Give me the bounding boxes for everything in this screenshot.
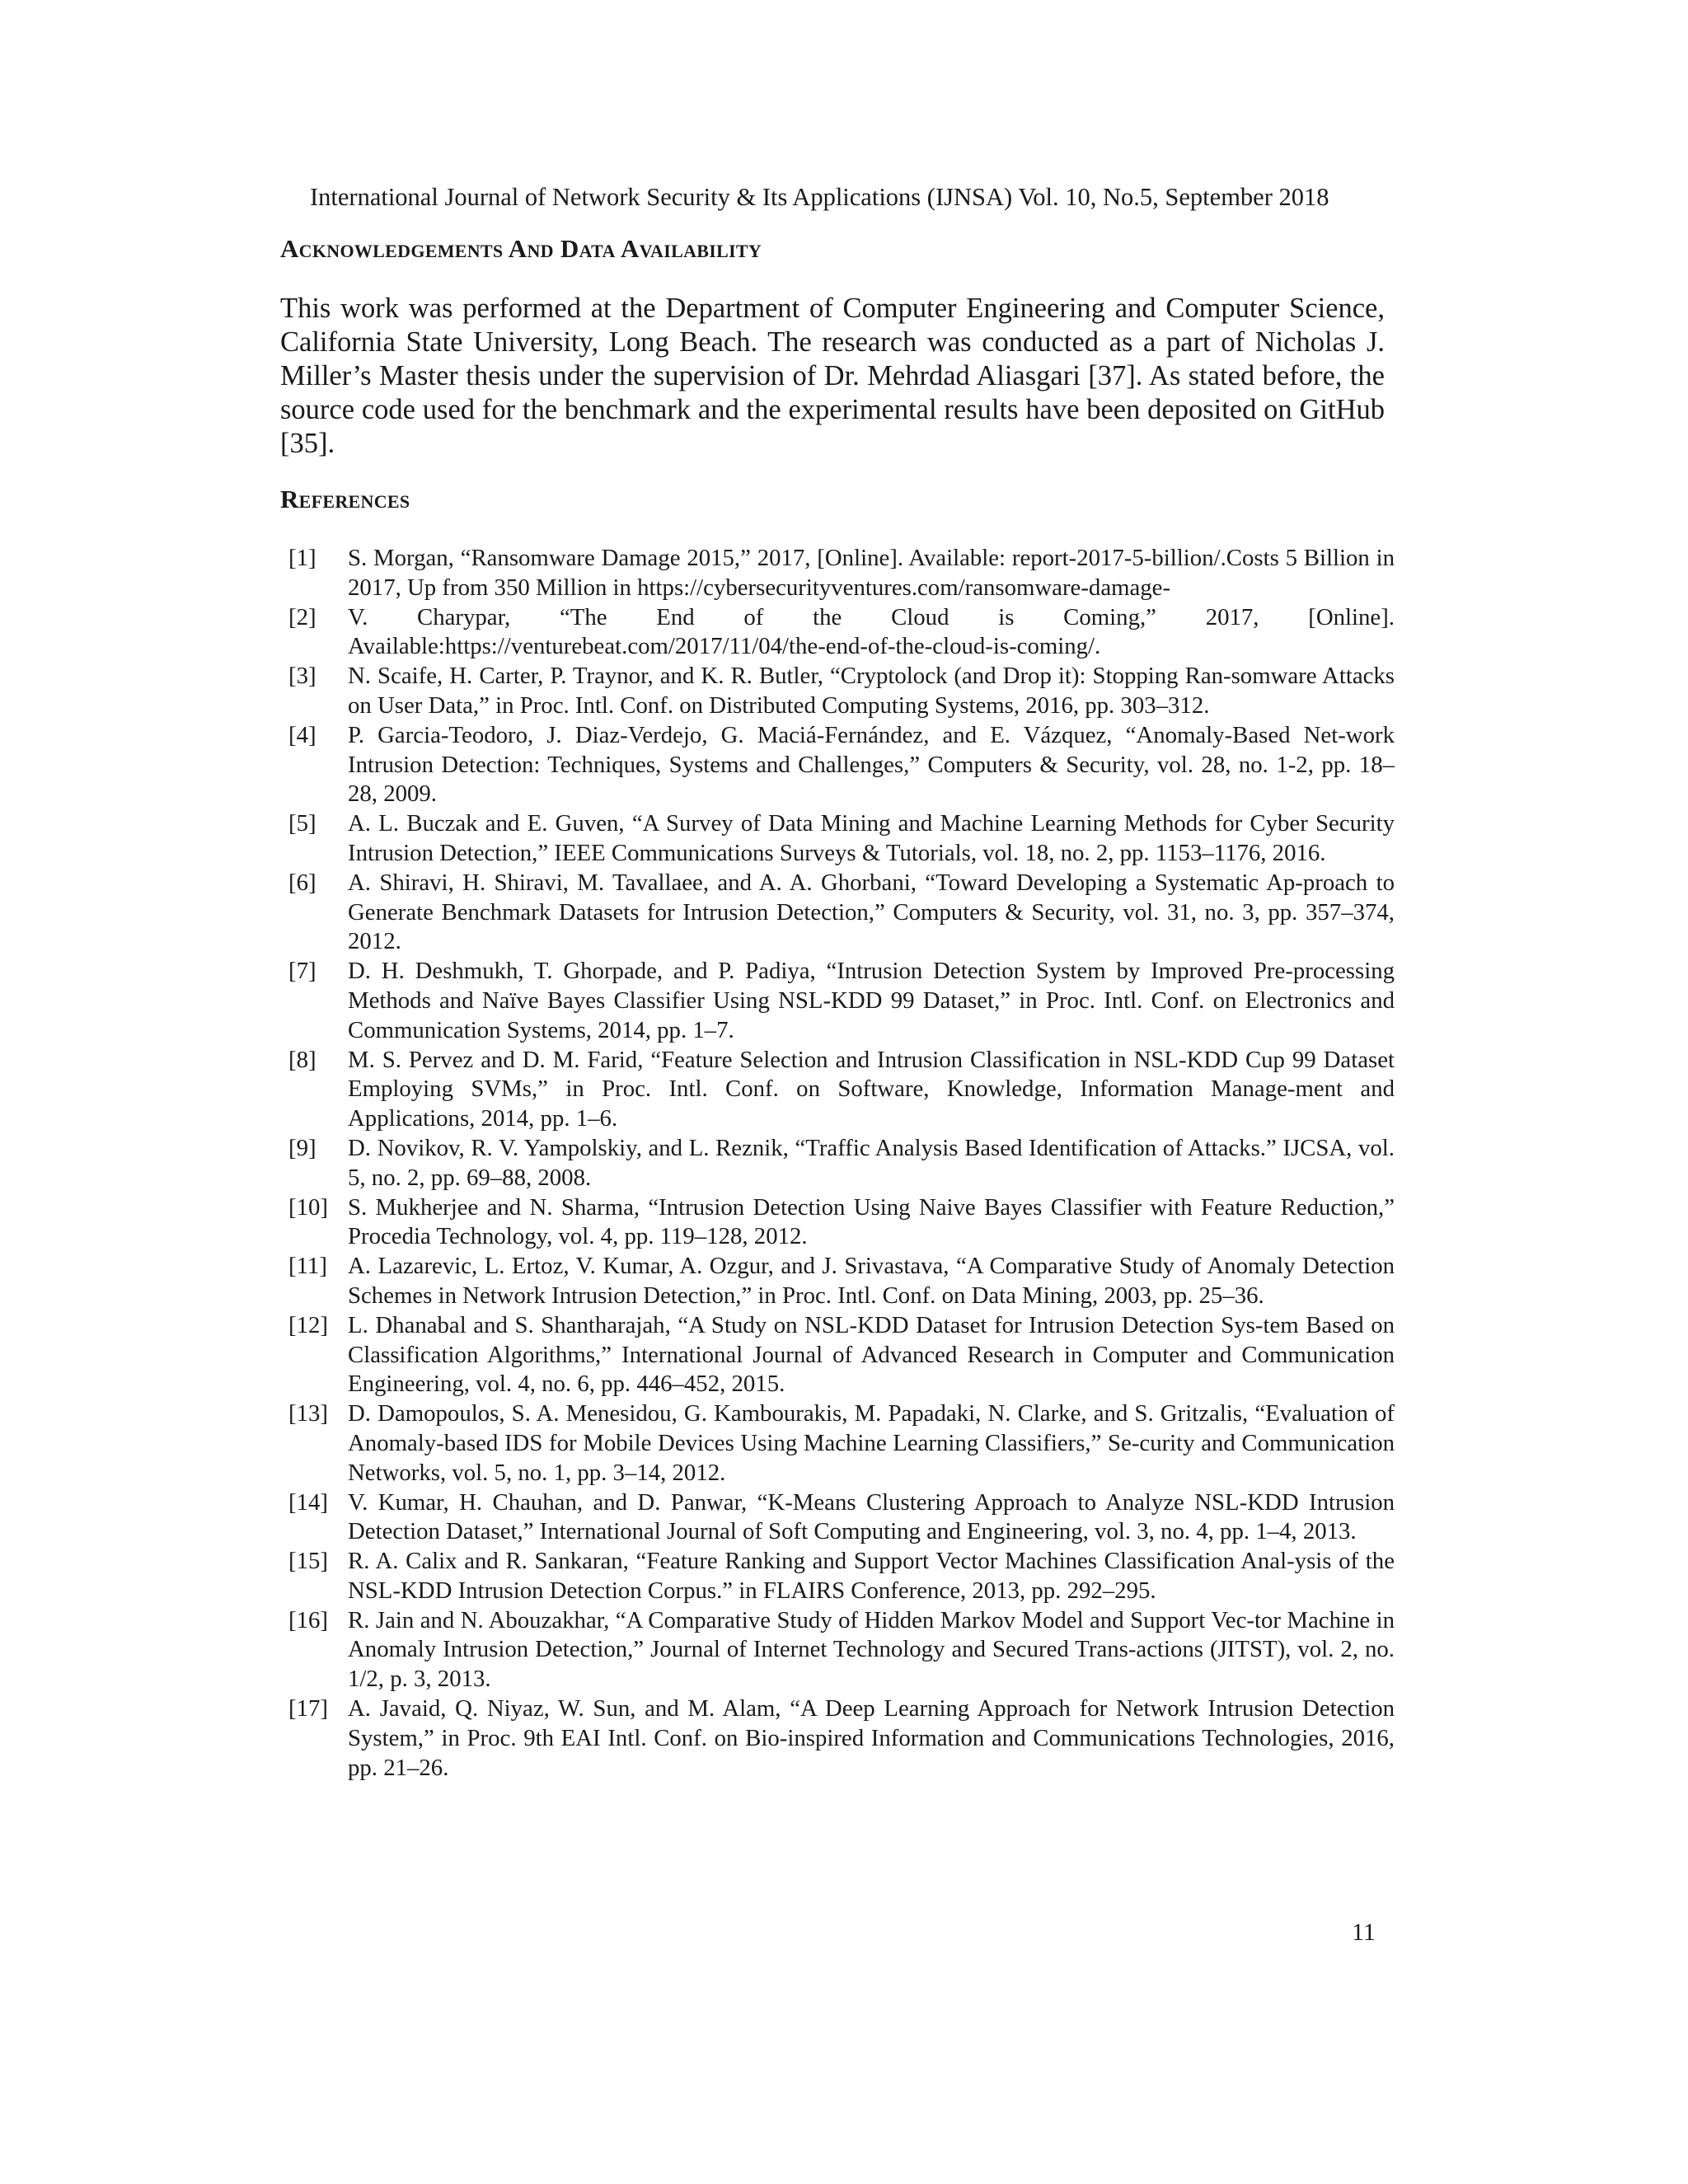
reference-item [280, 1488, 1395, 1548]
reference-text: R. A. Calix and R. Sankaran, “Feature Ranking and Support Vector Machines Classification Anal-ysis of the NSL-KDD Intrusion Detection Corpus.” in FLAIRS Conference, 2013, pp. 292–295. [348, 1548, 1395, 1604]
reference-item [280, 957, 1395, 1045]
reference-item [280, 1046, 1395, 1134]
acknowledgements-heading: Acknowledgements And Data Availability [280, 234, 762, 263]
reference-item [280, 1606, 1395, 1694]
reference-item [280, 1694, 1395, 1783]
reference-item [280, 1311, 1395, 1399]
reference-text: S. Morgan, “Ransomware Damage 2015,” 2017, [Online]. Available: report-2017-5-billion/.Costs 5 Billion in 2017, Up from 350 Million in https://cybersecurityventures.com/ransomware-damage- [348, 545, 1395, 601]
reference-number: [16] [288, 1606, 328, 1633]
reference-number: [5] [288, 810, 316, 837]
running-header: International Journal of Network Security & Its Applications (IJNSA) Vol. 10, No.5, September 2018 [310, 183, 1329, 211]
reference-number: [10] [288, 1193, 328, 1221]
reference-number: [1] [288, 545, 316, 571]
reference-number: [14] [288, 1488, 328, 1516]
reference-text: V. Charypar, “The End of the Cloud is Coming,” 2017, [Online]. Available:https://venturebeat.com/2017/11/04/the-end-of-the-cloud-is-coming/. [348, 603, 1395, 660]
reference-text: A. Javaid, Q. Niyaz, W. Sun, and M. Alam, “A Deep Learning Approach for Network Intrusion Detection System,” in Proc. 9th EAI Intl. Conf. on Bio-inspired Information and Communications Technologies, 2016, pp. 21–26. [348, 1695, 1395, 1781]
reference-text: A. Shiravi, H. Shiravi, M. Tavallaee, and A. A. Ghorbani, “Toward Developing a Systematic Ap-proach to Generate Benchmark Datasets for Intrusion Detection,” Computers & Security, vol. 31, no. 3, pp. 357–374, 2012. [348, 869, 1395, 955]
reference-text: P. Garcia-Teodoro, J. Diaz-Verdejo, G. Maciá-Fernández, and E. Vázquez, “Anomaly-Based Net-work Intrusion Detection: Techniques, Systems and Challenges,” Computers & Security, vol. 28, no. 1-2, pp. 18–28, 2009. [348, 721, 1395, 808]
reference-item [280, 1399, 1395, 1488]
reference-number: [9] [288, 1134, 316, 1161]
reference-item [280, 1193, 1395, 1253]
reference-number: [13] [288, 1400, 328, 1427]
reference-list [280, 544, 1395, 1783]
reference-item [280, 809, 1395, 869]
reference-text: S. Mukherjee and N. Sharma, “Intrusion Detection Using Naive Bayes Classifier with Feature Reduction,” Procedia Technology, vol. 4, pp. 119–128, 2012. [348, 1193, 1395, 1250]
page-number: 11 [1352, 1919, 1376, 1946]
references-heading: References [280, 485, 410, 513]
reference-text: D. H. Deshmukh, T. Ghorpade, and P. Padiya, “Intrusion Detection System by Improved Pre-processing Methods and Naïve Bayes Classifier Using NSL-KDD 99 Dataset,” in Proc. Intl. Conf. on Electronics and Communication Systems, 2014, pp. 1–7. [348, 958, 1395, 1043]
reference-item [280, 721, 1395, 809]
reference-number: [7] [288, 958, 316, 985]
reference-number: [11] [288, 1253, 327, 1280]
reference-item [280, 1547, 1395, 1606]
reference-number: [12] [288, 1311, 328, 1338]
reference-number: [2] [288, 603, 316, 630]
reference-number: [8] [288, 1046, 316, 1073]
reference-text: A. Lazarevic, L. Ertoz, V. Kumar, A. Ozgur, and J. Srivastava, “A Comparative Study of Anomaly Detection Schemes in Network Intrusion Detection,” in Proc. Intl. Conf. on Data Mining, 2003, pp. 25–36. [348, 1253, 1395, 1309]
reference-number: [17] [288, 1695, 328, 1722]
reference-item [280, 544, 1395, 603]
reference-text: L. Dhanabal and S. Shantharajah, “A Study on NSL-KDD Dataset for Intrusion Detection Sys-tem Based on Classification Algorithms,” International Journal of Advanced Research in Computer and Communication Engineering, vol. 4, no. 6, pp. 446–452, 2015. [348, 1311, 1395, 1398]
reference-number: [3] [288, 663, 316, 690]
reference-item [280, 1134, 1395, 1193]
reference-text: V. Kumar, H. Chauhan, and D. Panwar, “K-Means Clustering Approach to Analyze NSL-KDD Intrusion Detection Dataset,” International Journal of Soft Computing and Engineering, vol. 3, no. 4, pp. 1–4, 2013. [348, 1488, 1395, 1545]
reference-text: D. Novikov, R. V. Yampolskiy, and L. Reznik, “Traffic Analysis Based Identification of Attacks.” IJCSA, vol. 5, no. 2, pp. 69–88, 2008. [348, 1134, 1395, 1191]
reference-item [280, 1252, 1395, 1311]
reference-text: R. Jain and N. Abouzakhar, “A Comparative Study of Hidden Markov Model and Support Vec-tor Machine in Anomaly Intrusion Detection,” Journal of Internet Technology and Secured Trans-actions (JITST), vol. 2, no. 1/2, p. 3, 2013. [348, 1606, 1395, 1693]
acknowledgements-paragraph: This work was performed at the Department of Computer Engineering and Computer Science, California State University, Long Beach. The research was conducted as a part of Nicholas J. Miller’s Master thesis under the supervision of Dr. Mehrdad Aliasgari [37]. As stated before, the source code used for the benchmark and the experimental results have been deposited on GitHub [35]. [280, 293, 1385, 459]
reference-text: A. L. Buczak and E. Guven, “A Survey of Data Mining and Machine Learning Methods for Cyber Security Intrusion Detection,” IEEE Communications Surveys & Tutorials, vol. 18, no. 2, pp. 1153–1176, 2016. [348, 810, 1395, 866]
reference-text: M. S. Pervez and D. M. Farid, “Feature Selection and Intrusion Classification in NSL-KDD Cup 99 Dataset Employing SVMs,” in Proc. Intl. Conf. on Software, Knowledge, Information Manage-ment and Applications, 2014, pp. 1–6. [348, 1046, 1395, 1132]
reference-text: N. Scaife, H. Carter, P. Traynor, and K. R. Butler, “Cryptolock (and Drop it): Stopping Ran-somware Attacks on User Data,” in Proc. Intl. Conf. on Distributed Computing Systems, 2016, pp. 303–312. [348, 663, 1395, 719]
reference-number: [4] [288, 721, 316, 748]
reference-number: [15] [288, 1548, 328, 1575]
reference-text: D. Damopoulos, S. A. Menesidou, G. Kambourakis, M. Papadaki, N. Clarke, and S. Gritzalis, “Evaluation of Anomaly-based IDS for Mobile Devices Using Machine Learning Classifiers,” Se-curity and Communication Networks, vol. 5, no. 1, pp. 3–14, 2012. [348, 1400, 1395, 1486]
reference-item [280, 869, 1395, 957]
reference-item [280, 603, 1395, 663]
reference-number: [6] [288, 869, 316, 896]
reference-item [280, 662, 1395, 721]
